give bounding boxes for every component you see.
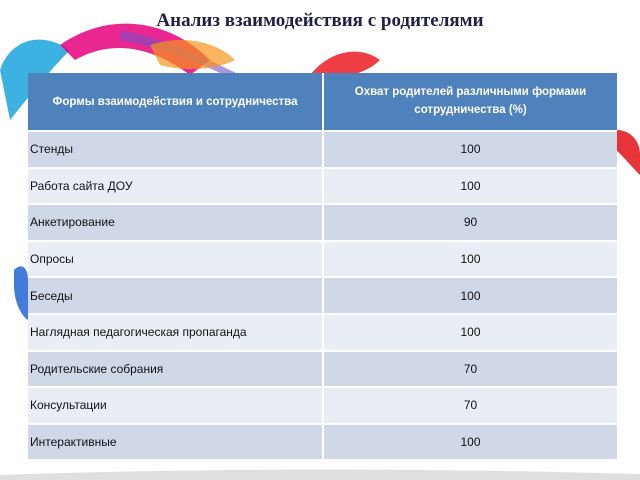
table-row bbox=[28, 241, 617, 278]
row-value: 100 bbox=[323, 314, 617, 351]
table-header-row bbox=[28, 73, 617, 131]
row-form: Работа сайта ДОУ bbox=[28, 168, 323, 205]
ribbon-red-right bbox=[616, 130, 640, 175]
swoosh-gray-bottom bbox=[0, 470, 640, 480]
table-row bbox=[28, 131, 617, 168]
row-form: Консультации bbox=[28, 387, 323, 424]
row-form: Стенды bbox=[28, 131, 323, 168]
table-row bbox=[28, 351, 617, 388]
row-form: Анкетирование bbox=[28, 204, 323, 241]
table-row bbox=[28, 168, 617, 205]
table-row bbox=[28, 424, 617, 460]
header-coverage: Охват родителей различными формами сотрудничества (%) bbox=[323, 73, 617, 131]
ribbon-blue-left bbox=[14, 266, 28, 320]
row-value: 100 bbox=[323, 131, 617, 168]
row-form: Родительские собрания bbox=[28, 351, 323, 388]
table-row bbox=[28, 387, 617, 424]
row-form: Интерактивные bbox=[28, 424, 323, 460]
row-form: Наглядная педагогическая пропаганда bbox=[28, 314, 323, 351]
row-value: 100 bbox=[323, 277, 617, 314]
forms-table bbox=[28, 73, 617, 459]
row-value: 70 bbox=[323, 387, 617, 424]
row-value: 100 bbox=[323, 424, 617, 460]
ribbon-orange bbox=[150, 40, 235, 69]
table-row bbox=[28, 277, 617, 314]
table-row bbox=[28, 204, 617, 241]
row-value: 70 bbox=[323, 351, 617, 388]
row-value: 100 bbox=[323, 241, 617, 278]
table-row bbox=[28, 314, 617, 351]
row-form: Опросы bbox=[28, 241, 323, 278]
slide-title: Анализ взаимодействия с родителями bbox=[156, 10, 484, 31]
row-value: 100 bbox=[323, 168, 617, 205]
row-value: 90 bbox=[323, 204, 617, 241]
header-forms: Формы взаимодействия и сотрудничества bbox=[28, 73, 323, 131]
row-form: Беседы bbox=[28, 277, 323, 314]
